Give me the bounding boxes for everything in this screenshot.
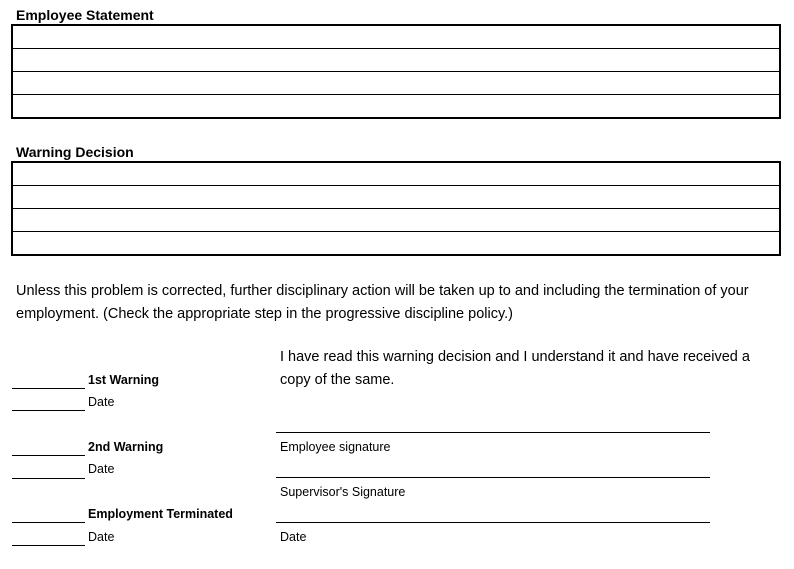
termination-date-line[interactable] [12,545,85,546]
acknowledgement-date-label: Date [280,530,307,544]
termination-check-line[interactable] [12,522,85,523]
warning-decision-field-4[interactable] [13,232,779,254]
employee-statement-row[interactable] [13,26,779,49]
second-warning-date-line[interactable] [12,478,85,479]
warning-decision-row[interactable] [13,209,779,232]
warning-decision-row[interactable] [13,163,779,186]
employee-signature-line[interactable] [276,432,710,433]
employee-statement-field-2[interactable] [13,49,779,71]
employee-statement-field-4[interactable] [13,95,779,117]
employee-statement-row[interactable] [13,72,779,95]
acknowledgement-date-line[interactable] [276,522,710,523]
warning-decision-row[interactable] [13,232,779,254]
termination-label: Employment Terminated [88,507,233,521]
second-warning-date-label: Date [88,462,115,476]
supervisor-signature-label: Supervisor's Signature [280,485,406,499]
employee-statement-table [11,24,781,119]
supervisor-signature-line[interactable] [276,477,710,478]
employee-statement-row[interactable] [13,49,779,72]
second-warning-check-line[interactable] [12,455,85,456]
warning-decision-title: Warning Decision [16,144,134,160]
first-warning-label: 1st Warning [88,373,160,387]
disciplinary-notice-text: Unless this problem is corrected, further disciplinary action will be taken up to and including the termination of your employment. (Check the appropriate step in the progressive discipline policy.) [16,283,749,322]
employee-statement-title: Employee Statement [16,7,154,23]
employee-statement-field-1[interactable] [13,26,779,48]
warning-decision-field-2[interactable] [13,186,779,208]
warning-decision-row[interactable] [13,186,779,209]
warning-decision-field-3[interactable] [13,209,779,231]
employee-statement-field-3[interactable] [13,72,779,94]
second-warning-label: 2nd Warning [88,440,164,454]
employee-signature-label: Employee signature [280,440,391,454]
first-warning-date-label: Date [88,395,115,409]
first-warning-check-line[interactable] [12,388,85,389]
first-warning-date-line[interactable] [12,410,85,411]
acknowledgement-text: I have read this warning decision and I understand it and have received a copy of the same. [280,349,750,388]
termination-date-label: Date [88,530,115,544]
warning-decision-table [11,161,781,256]
warning-decision-field-1[interactable] [13,163,779,185]
employee-statement-row[interactable] [13,95,779,117]
